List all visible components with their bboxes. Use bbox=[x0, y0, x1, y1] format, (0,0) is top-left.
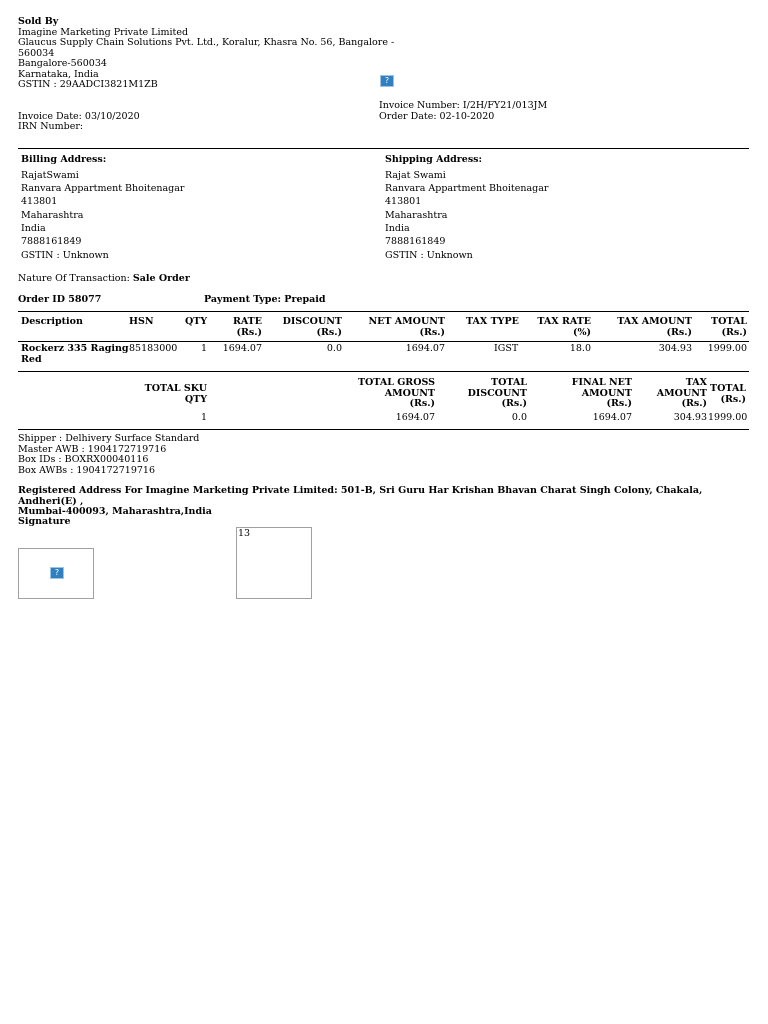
col-total bbox=[700, 317, 747, 338]
col-discount-line1: DISCOUNT bbox=[282, 316, 342, 327]
col-qty: QTY bbox=[185, 316, 208, 327]
col-net-line2: (Rs.) bbox=[419, 326, 445, 338]
tax-amount-line1: TAX bbox=[685, 377, 707, 388]
total-sku-line2: QTY bbox=[184, 393, 207, 405]
billing-gstin: GSTIN : Unknown bbox=[21, 250, 109, 261]
total-gross-value: 1694.07 bbox=[395, 412, 435, 423]
col-tax-amount bbox=[608, 317, 692, 338]
tax-amount-line2: AMOUNT bbox=[656, 387, 707, 399]
total-discount-value: 0.0 bbox=[511, 412, 527, 423]
total-gross-line3: (Rs.) bbox=[409, 398, 435, 409]
sold-by-heading: Sold By bbox=[18, 16, 59, 27]
final-net-line1: FINAL NET bbox=[571, 377, 632, 388]
billing-country: India bbox=[21, 223, 46, 234]
box-ids: Box IDs : BOXRX00040116 bbox=[18, 454, 149, 465]
billing-state: Maharashtra bbox=[21, 210, 84, 221]
shipping-gstin: GSTIN : Unknown bbox=[385, 250, 473, 261]
invoice-number: Invoice Number: I/2H/FY21/013JM bbox=[379, 100, 548, 111]
item-tax-amount: 304.93 bbox=[658, 343, 692, 354]
registered-address bbox=[18, 486, 753, 518]
shipping-state: Maharashtra bbox=[385, 210, 448, 221]
col-tax-rate bbox=[530, 317, 591, 338]
divider bbox=[18, 371, 749, 372]
divider bbox=[18, 341, 749, 342]
grand-total-line2: (Rs.) bbox=[720, 393, 746, 405]
signature-box bbox=[18, 548, 94, 599]
divider bbox=[18, 311, 749, 312]
seller-city: Bangalore-560034 bbox=[18, 58, 107, 69]
registered-address-line2: Mumbai-400093, Maharashtra,India bbox=[18, 506, 212, 517]
col-discount-line2: (Rs.) bbox=[316, 326, 342, 338]
billing-street: Ranvara Appartment Bhoitenagar bbox=[21, 183, 185, 194]
total-discount-line3: (Rs.) bbox=[501, 398, 527, 409]
col-rate-line1: RATE bbox=[232, 316, 262, 327]
item-qty: 1 bbox=[200, 343, 207, 354]
signature-image-icon: ? bbox=[50, 567, 64, 579]
total-discount-line1: TOTAL bbox=[491, 377, 527, 388]
item-hsn: 85183000 bbox=[129, 343, 178, 354]
invoice-date: Invoice Date: 03/10/2020 bbox=[18, 111, 140, 122]
col-description: Description bbox=[21, 316, 83, 327]
grand-total-line1: TOTAL bbox=[710, 383, 746, 394]
tax-amount-line3: (Rs.) bbox=[681, 398, 707, 409]
shipping-name: Rajat Swami bbox=[385, 170, 446, 181]
col-rate-line2: (Rs.) bbox=[236, 326, 262, 338]
seller-address-line2: 560034 bbox=[18, 48, 55, 59]
col-tax-type: TAX TYPE bbox=[466, 316, 519, 327]
irn-number: IRN Number: bbox=[18, 121, 84, 132]
total-discount-line2: DISCOUNT bbox=[467, 387, 527, 399]
shipping-country: India bbox=[385, 223, 410, 234]
col-rate bbox=[210, 317, 262, 338]
total-sku-header bbox=[140, 384, 207, 405]
item-rate: 1694.07 bbox=[222, 343, 262, 354]
shipper: Shipper : Delhivery Surface Standard bbox=[18, 433, 200, 444]
item-description bbox=[21, 344, 129, 365]
payment-type: Payment Type: Prepaid bbox=[204, 294, 326, 305]
order-id: Order ID 58077 bbox=[18, 294, 102, 305]
divider bbox=[18, 429, 749, 430]
col-net-line1: NET AMOUNT bbox=[368, 316, 445, 327]
box-awbs: Box AWBs : 1904172719716 bbox=[18, 465, 155, 476]
item-discount: 0.0 bbox=[326, 343, 342, 354]
col-discount bbox=[272, 317, 342, 338]
item-description-line1: Rockerz 335 Raging bbox=[21, 343, 129, 354]
item-tax-type: IGST bbox=[494, 343, 519, 354]
final-net-value: 1694.07 bbox=[592, 412, 632, 423]
total-sku-value: 1 bbox=[200, 412, 207, 423]
col-total-line2: (Rs.) bbox=[721, 326, 747, 338]
box-number: 13 bbox=[238, 528, 251, 539]
item-net-amount: 1694.07 bbox=[405, 343, 445, 354]
grand-total-header bbox=[708, 384, 746, 405]
item-total: 1999.00 bbox=[707, 343, 747, 354]
divider bbox=[18, 148, 749, 149]
shipping-street: Ranvara Appartment Bhoitenagar bbox=[385, 183, 549, 194]
total-sku-line1: TOTAL SKU bbox=[144, 383, 207, 394]
signature-heading: Signature bbox=[18, 516, 71, 527]
seller-address-line1: Glaucus Supply Chain Solutions Pvt. Ltd., Koralur, Khasra No. 56, Bangalore - bbox=[18, 37, 395, 48]
tax-amount-value: 304.93 bbox=[673, 412, 707, 423]
billing-heading: Billing Address: bbox=[21, 154, 107, 165]
order-date: Order Date: 02-10-2020 bbox=[379, 111, 495, 122]
billing-pin: 413801 bbox=[21, 196, 58, 207]
billing-phone: 7888161849 bbox=[21, 236, 82, 247]
final-net-line3: (Rs.) bbox=[606, 398, 632, 409]
registered-address-line1: Registered Address For Imagine Marketing Private Limited: 501-B, Sri Guru Har Krishan Bhavan Charat Singh Colony, Chakala, Andheri(E) , bbox=[18, 485, 703, 507]
transaction-nature bbox=[18, 274, 190, 285]
final-net-line2: AMOUNT bbox=[581, 387, 632, 399]
total-gross-line1: TOTAL GROSS bbox=[357, 377, 435, 388]
transaction-label: Nature Of Transaction: bbox=[18, 273, 130, 284]
item-description-line2: Red bbox=[21, 353, 42, 365]
grand-total-value: 1999.00 bbox=[708, 412, 748, 423]
shipping-phone: 7888161849 bbox=[385, 236, 446, 247]
shipping-pin: 413801 bbox=[385, 196, 422, 207]
tax-amount-header bbox=[650, 378, 707, 410]
master-awb: Master AWB : 1904172719716 bbox=[18, 444, 167, 455]
shipping-heading: Shipping Address: bbox=[385, 154, 483, 165]
total-gross-header bbox=[345, 378, 435, 410]
seller-state: Karnataka, India bbox=[18, 69, 99, 80]
transaction-value: Sale Order bbox=[132, 273, 190, 284]
col-tax-rate-line2: (%) bbox=[572, 326, 591, 338]
item-tax-rate: 18.0 bbox=[569, 343, 591, 354]
col-tax-rate-line1: TAX RATE bbox=[537, 316, 591, 327]
col-tax-amount-line1: TAX AMOUNT bbox=[617, 316, 692, 327]
col-tax-amount-line2: (Rs.) bbox=[666, 326, 692, 338]
box-number-frame bbox=[236, 527, 312, 599]
col-hsn: HSN bbox=[129, 316, 154, 327]
billing-name: RajatSwami bbox=[21, 170, 79, 181]
total-gross-line2: AMOUNT bbox=[384, 387, 435, 399]
col-net-amount bbox=[355, 317, 445, 338]
seller-gstin: GSTIN : 29AADCI3821M1ZB bbox=[18, 79, 158, 90]
col-total-line1: TOTAL bbox=[711, 316, 747, 327]
logo-image-icon: ? bbox=[380, 75, 394, 87]
total-discount-header bbox=[455, 378, 527, 410]
seller-name: Imagine Marketing Private Limited bbox=[18, 27, 189, 38]
final-net-header bbox=[560, 378, 632, 410]
